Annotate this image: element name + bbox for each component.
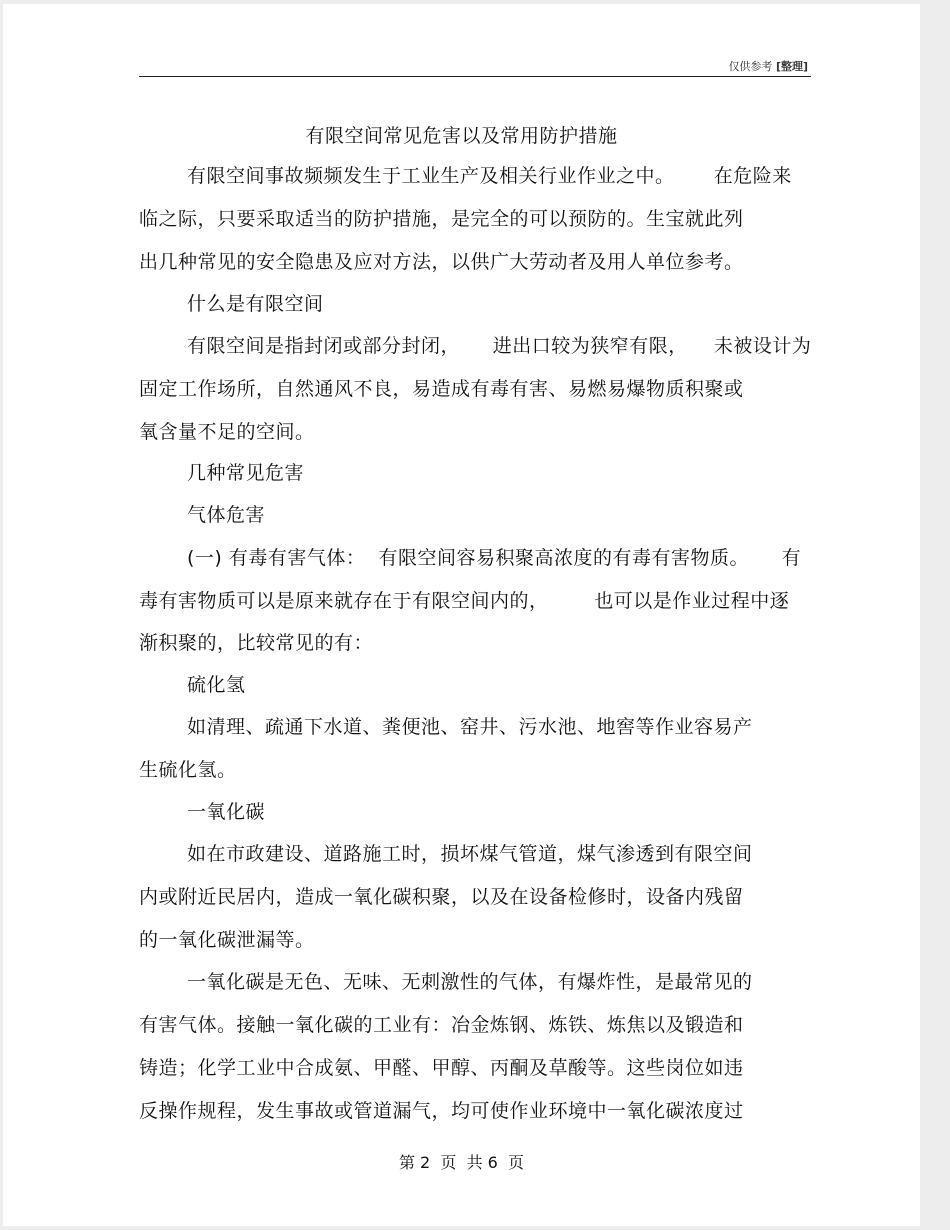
paragraph-line: 一氧化碳是无色、无味、无刺激性的气体，有爆炸性，是最常见的 (187, 971, 753, 993)
document-title: 有限空间常见危害以及常用防护措施 (305, 125, 618, 147)
section-heading: 气体危害 (187, 504, 266, 526)
page-number-footer: 第 2 页 共 6 页 (398, 1153, 525, 1172)
section-heading: 一氧化碳 (187, 801, 266, 823)
document-page (3, 4, 920, 1226)
paragraph-line: 生硫化氢。 (139, 759, 237, 781)
paragraph-line: 反操作规程，发生事故或管道漏气，均可使作业环境中一氧化碳浓度过 (139, 1100, 744, 1122)
paragraph-line: (一) 有毒有害气体： 有限空间容易积聚高浓度的有毒有害物质。 有 (187, 547, 802, 569)
section-heading: 硫化氢 (187, 674, 246, 696)
section-heading: 什么是有限空间 (187, 293, 324, 315)
paragraph-line: 出几种常见的安全隐患及应对方法，以供广大劳动者及用人单位参考。 (139, 251, 744, 273)
paragraph-line: 内或附近民居内，造成一氧化碳积聚，以及在设备检修时，设备内残留 (139, 886, 744, 908)
header-note-tag: [整理] (775, 60, 808, 73)
paragraph-line: 如清理、疏通下水道、粪便池、窑井、污水池、地窖等作业容易产 (187, 716, 753, 738)
paragraph-line: 有限空间是指封闭或部分封闭， 进出口较为狭窄有限， 未被设计为 (187, 335, 812, 357)
paragraph-line: 如在市政建设、道路施工时，损坏煤气管道，煤气渗透到有限空间 (187, 843, 753, 865)
paragraph-line: 固定工作场所，自然通风不良，易造成有毒有害、易燃易爆物质积聚或 (139, 378, 744, 400)
header-note-text: 仅供参考 (728, 60, 773, 73)
section-heading: 几种常见危害 (187, 462, 305, 484)
paragraph-line: 渐积聚的，比较常见的有： (139, 632, 374, 654)
header-rule (139, 76, 811, 77)
paragraph-line: 有限空间事故频频发生于工业生产及相关行业作业之中。 在危险来 (187, 165, 792, 187)
paragraph-line: 有害气体。接触一氧化碳的工业有：冶金炼钢、炼铁、炼焦以及锻造和 (139, 1014, 744, 1036)
header-note (728, 58, 808, 74)
paragraph-line: 临之际，只要采取适当的防护措施，是完全的可以预防的。生宝就此列 (139, 208, 744, 230)
paragraph-line: 铸造；化学工业中合成氨、甲醛、甲醇、丙酮及草酸等。这些岗位如违 (139, 1057, 744, 1079)
paragraph-line: 的一氧化碳泄漏等。 (139, 929, 315, 951)
paragraph-line: 氧含量不足的空间。 (139, 421, 315, 443)
paragraph-line: 毒有害物质可以是原来就存在于有限空间内的， 也可以是作业过程中逐 (139, 590, 790, 612)
